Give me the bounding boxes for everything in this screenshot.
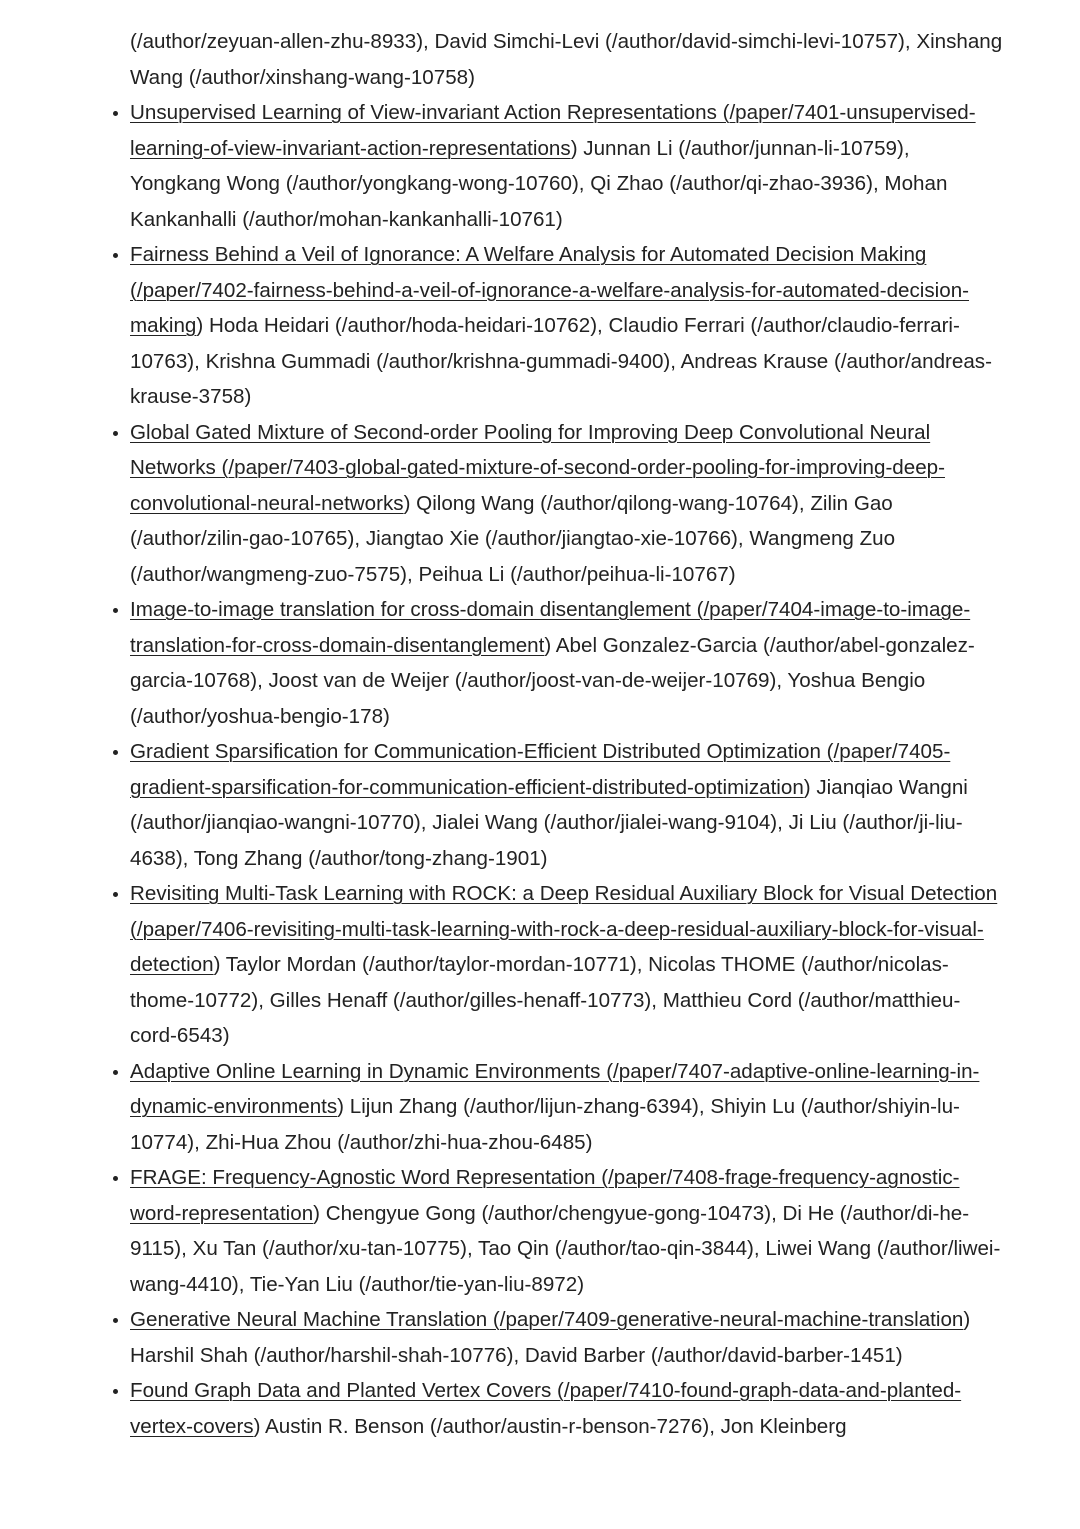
paper-link[interactable]: Gradient Sparsification for Communication-Efficient Distributed Optimization (/paper/7405-gradient-sparsification-for-communication-efficient-distributed-optimization xyxy=(130,740,951,799)
list-item xyxy=(130,876,1005,1054)
list-item xyxy=(130,1302,1005,1373)
list-item xyxy=(130,95,1005,237)
list-item xyxy=(130,415,1005,593)
authors-text: ) Junnan Li (/author/junnan-li-10759), Yongkang Wong (/author/yongkang-wong-10760), Qi Zhao (/author/qi-zhao-3936), Mohan Kankanhalli (/author/mohan-kankanhalli-10761) xyxy=(130,136,948,231)
authors-text: ) Lijun Zhang (/author/lijun-zhang-6394), Shiyin Lu (/author/shiyin-lu-10774), Zhi-Hua Zhou (/author/zhi-hua-zhou-6485) xyxy=(130,1095,960,1154)
paper-link[interactable]: Fairness Behind a Veil of Ignorance: A Welfare Analysis for Automated Decision Making (/paper/7402-fairness-behind-a-veil-of-ignorance-a-welfare-analysis-for-automated-decision-making xyxy=(130,243,970,337)
authors-text: (/author/zeyuan-allen-zhu-8933), David Simchi-Levi (/author/david-simchi-levi-10757), Xinshang Wang (/author/xinshang-wang-10758) xyxy=(130,30,1003,89)
authors-text: ) Austin R. Benson (/author/austin-r-benson-7276), Jon Kleinberg xyxy=(253,1414,847,1438)
paper-link[interactable]: Revisiting Multi-Task Learning with ROCK: a Deep Residual Auxiliary Block for Visual Detection (/paper/7406-revisiting-multi-task-learning-with-rock-a-deep-residual-auxiliary-block-for-visual-detection xyxy=(130,882,998,976)
list-item xyxy=(130,1160,1005,1302)
paper-link[interactable]: Found Graph Data and Planted Vertex Covers (/paper/7410-found-graph-data-and-planted-vertex-covers xyxy=(130,1379,962,1438)
authors-text: ) Qilong Wang (/author/qilong-wang-10764), Zilin Gao (/author/zilin-gao-10765), Jiangtao Xie (/author/jiangtao-xie-10766), Wangmeng Zuo (/author/wangmeng-zuo-7575), Peihua Li (/author/peihua-li-10767) xyxy=(130,491,896,586)
paper-link[interactable]: Global Gated Mixture of Second-order Pooling for Improving Deep Convolutional Neural Networks (/paper/7403-global-gated-mixture-of-second-order-pooling-for-improving-deep-convolutional-neural-networks xyxy=(130,420,945,515)
paper-list xyxy=(0,24,1005,1444)
authors-text: ) Harshil Shah (/author/harshil-shah-10776), David Barber (/author/david-barber-1451) xyxy=(130,1308,971,1367)
authors-text: ) Jianqiao Wangni (/author/jianqiao-wangni-10770), Jialei Wang (/author/jialei-wang-9104), Ji Liu (/author/ji-liu-4638), Tong Zhang (/author/tong-zhang-1901) xyxy=(130,775,968,870)
list-item xyxy=(130,237,1005,415)
paper-link[interactable]: Image-to-image translation for cross-domain disentanglement (/paper/7404-image-to-image-translation-for-cross-domain-disentanglement xyxy=(130,598,971,657)
authors-text: ) Taylor Mordan (/author/taylor-mordan-10771), Nicolas THOME (/author/nicolas-thome-10772), Gilles Henaff (/author/gilles-henaff-10773), Matthieu Cord (/author/matthieu-cord-6543) xyxy=(130,953,961,1047)
authors-text: ) Abel Gonzalez-Garcia (/author/abel-gonzalez-garcia-10768), Joost van de Weijer (/author/joost-van-de-weijer-10769), Yoshua Bengio (/author/yoshua-bengio-178) xyxy=(130,633,975,728)
authors-text: ) Chengyue Gong (/author/chengyue-gong-10473), Di He (/author/di-he-9115), Xu Tan (/author/xu-tan-10775), Tao Qin (/author/tao-qin-3844), Liwei Wang (/author/liwei-wang-4410), Tie-Yan Liu (/author/tie-yan-liu-8972) xyxy=(130,1201,1001,1296)
paper-link[interactable]: Unsupervised Learning of View-invariant Action Representations (/paper/7401-unsupervised-learning-of-view-invariant-action-representations xyxy=(130,101,976,160)
paper-link[interactable]: FRAGE: Frequency-Agnostic Word Representation (/paper/7408-frage-frequency-agnostic-word-representation xyxy=(130,1166,960,1225)
list-item xyxy=(130,1054,1005,1161)
list-item-continuation xyxy=(130,24,1005,95)
paper-link[interactable]: Adaptive Online Learning in Dynamic Environments (/paper/7407-adaptive-online-learning-in-dynamic-environments xyxy=(130,1059,980,1118)
paper-link[interactable]: Generative Neural Machine Translation (/paper/7409-generative-neural-machine-translation xyxy=(130,1308,964,1331)
list-item xyxy=(130,1373,1005,1444)
authors-text: ) Hoda Heidari (/author/hoda-heidari-10762), Claudio Ferrari (/author/claudio-ferrari-10763), Krishna Gummadi (/author/krishna-gummadi-9400), Andreas Krause (/author/andreas-krause-3758) xyxy=(130,314,992,408)
list-item xyxy=(130,734,1005,876)
list-item xyxy=(130,592,1005,734)
